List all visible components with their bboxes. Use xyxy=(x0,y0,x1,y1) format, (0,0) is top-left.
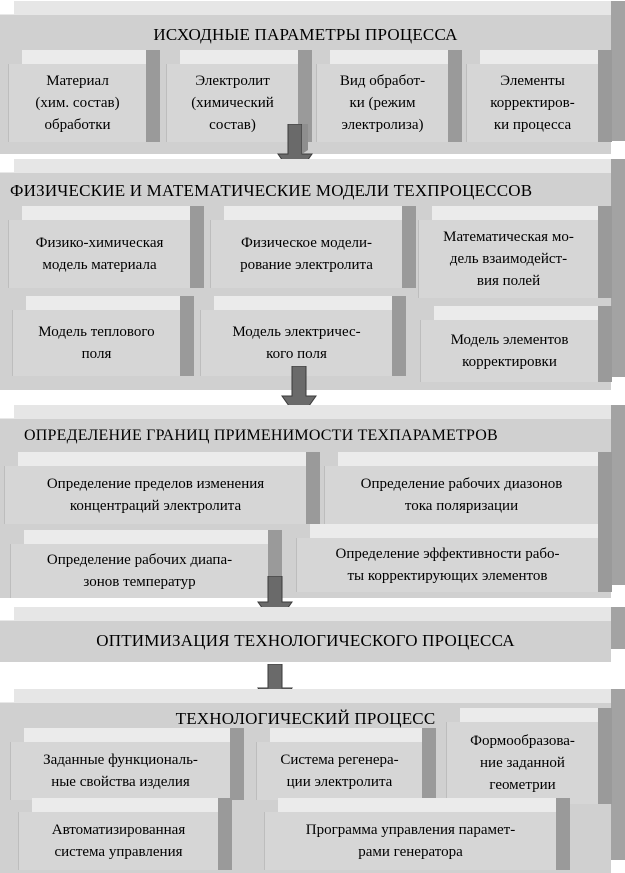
box-functional-properties: Заданные функциональ- ные свойства изделия xyxy=(10,728,244,800)
box-correction-model: Модель элементов корректировки xyxy=(420,306,612,382)
box-automated-control: Автоматизированная система управления xyxy=(18,798,232,870)
box-current-ranges: Определение рабочих диазонов тока поляризации xyxy=(324,452,612,524)
box-temperature-ranges: Определение рабочих диапа- зонов температур xyxy=(10,530,282,598)
box-electric-model: Модель электричес- кого поля xyxy=(200,296,406,376)
section-title: ИСХОДНЫЕ ПАРАМЕТРЫ ПРОЦЕССА xyxy=(153,25,458,44)
box-generator-control: Программа управления парамет- рами генератора xyxy=(264,798,570,870)
section-optimization xyxy=(0,620,611,662)
box-regeneration-system: Система регенера- ции электролита xyxy=(256,728,436,800)
section-title: ОПТИМИЗАЦИЯ ТЕХНОЛОГИЧЕСКОГО ПРОЦЕССА xyxy=(96,631,515,650)
section-title: ОПРЕДЕЛЕНИЕ ГРАНИЦ ПРИМЕНИМОСТИ ТЕХПАРАМЕТРОВ xyxy=(24,427,498,444)
box-thermal-model: Модель теплового поля xyxy=(12,296,194,376)
box-material: Материал (хим. состав) обработки xyxy=(8,50,160,142)
section-title: ФИЗИЧЕСКИЕ И МАТЕМАТИЧЕСКИЕ МОДЕЛИ ТЕХПРОЦЕССОВ xyxy=(10,181,533,200)
section-title: ТЕХНОЛОГИЧЕСКИЙ ПРОЦЕСС xyxy=(175,709,436,728)
box-correction-efficiency: Определение эффективности рабо- ты корректирующих элементов xyxy=(296,524,612,592)
box-correction-elements: Элементы корректиров- ки процесса xyxy=(466,50,612,142)
box-processing-type: Вид обработ- ки (режим электролиза) xyxy=(316,50,462,142)
box-concentration-limits: Определение пределов изменения концентраций электролита xyxy=(4,452,320,524)
box-shaping: Формообразова- ние заданной геометрии xyxy=(446,708,612,804)
box-electrolyte-model: Физическое модели- рование электролита xyxy=(210,206,416,288)
box-physchem-model: Физико-химическая модель материала xyxy=(8,206,204,288)
box-electrolyte: Электролит (химический состав) xyxy=(166,50,312,142)
box-math-model: Математическая мо- дель взаимодейст- вия полей xyxy=(418,206,612,298)
